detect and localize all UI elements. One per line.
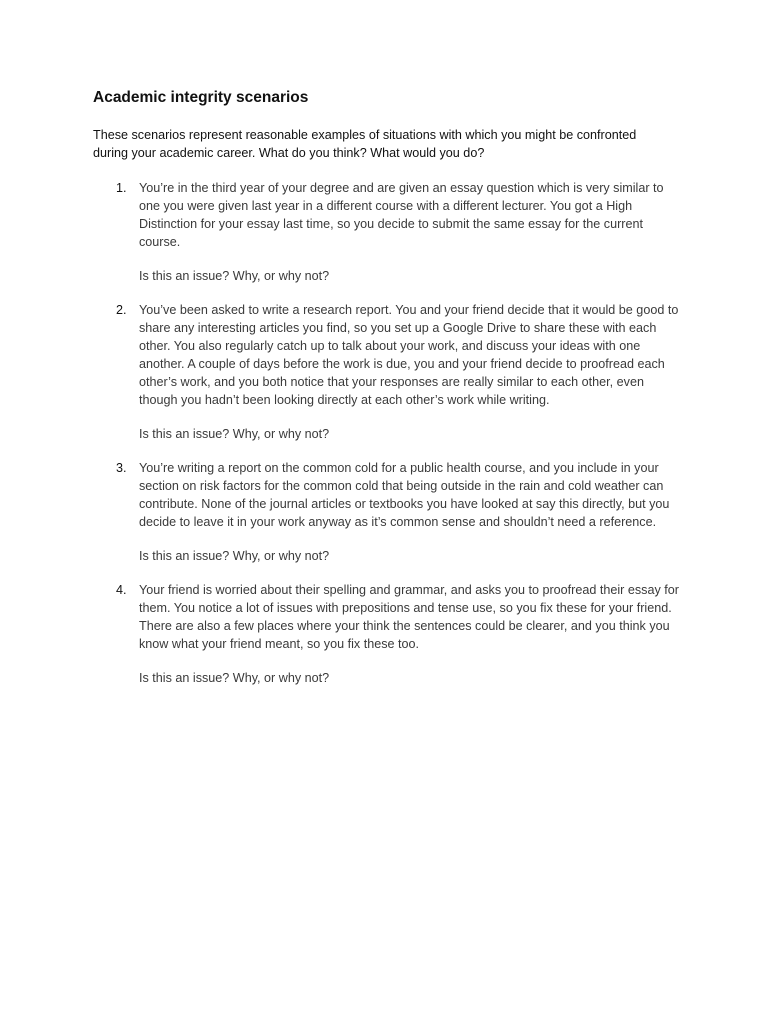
scenario-question: Is this an issue? Why, or why not? <box>139 671 330 685</box>
document-page <box>93 88 683 703</box>
scenario-item <box>93 301 683 443</box>
scenario-list <box>93 179 683 687</box>
scenario-text: You’re writing a report on the common cold for a public health course, and you include in your section on risk factors for the common cold that being outside in the rain and cold weather can contribute. None of the journal articles or textbooks you have looked at say this directly, but you decide to leave it in your work anyway as it’s common sense and shouldn’t need a reference. <box>139 461 670 529</box>
scenario-text: You’re in the third year of your degree and are given an essay question which is very similar to one you were given last year in a different course with a different lecturer. You got a High Distinction for your essay last time, so you decide to submit the same essay for the current course. <box>139 181 664 249</box>
scenario-item <box>93 459 683 565</box>
document-title: Academic integrity scenarios <box>93 89 309 106</box>
intro-paragraph: These scenarios represent reasonable examples of situations with which you might be confronted during your academic career. What do you think? What would you do? <box>93 128 637 160</box>
scenario-number: 1. <box>116 181 127 195</box>
scenario-text: Your friend is worried about their spelling and grammar, and asks you to proofread their essay for them. You notice a lot of issues with prepositions and tense use, so you fix these for your friend. There are also a few places where your think the sentences could be clearer, and you think you know what your friend meant, so you fix these too. <box>139 583 679 651</box>
scenario-question: Is this an issue? Why, or why not? <box>139 269 330 283</box>
scenario-question: Is this an issue? Why, or why not? <box>139 549 330 563</box>
scenario-item <box>93 581 683 687</box>
scenario-item <box>93 179 683 285</box>
scenario-number: 4. <box>116 583 127 597</box>
scenario-number: 3. <box>116 461 127 475</box>
scenario-number: 2. <box>116 303 127 317</box>
scenario-text: You’ve been asked to write a research report. You and your friend decide that it would be good to share any interesting articles you find, so you set up a Google Drive to share these with each other. You also regularly catch up to talk about your work, and discuss your ideas with one another. A couple of days before the work is due, you and your friend decide to proofread each other’s work, and you both notice that your responses are really similar to each other, even though you hadn’t been looking directly at each other’s work while writing. <box>139 303 679 407</box>
scenario-question: Is this an issue? Why, or why not? <box>139 427 330 441</box>
